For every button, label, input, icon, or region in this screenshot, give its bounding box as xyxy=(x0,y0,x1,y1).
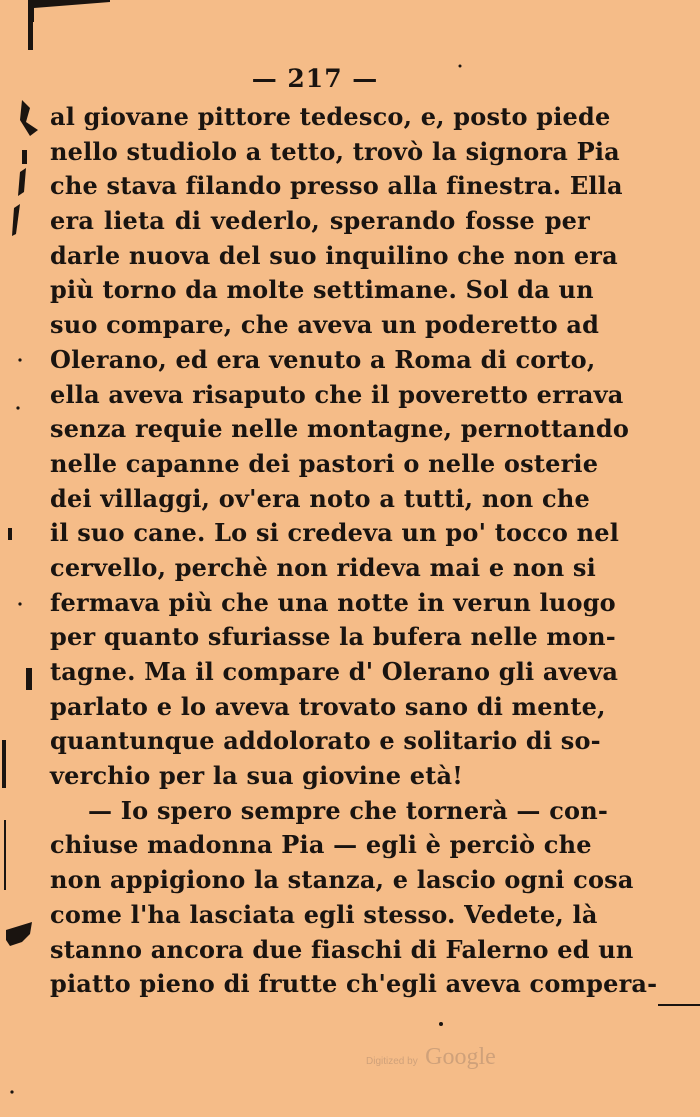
text-line: era lieta di vederlo, sperando fosse per xyxy=(50,206,590,236)
text-line: suo compare, che aveva un poderetto ad xyxy=(50,310,600,340)
page-body xyxy=(50,100,658,1002)
text-line: che stava filando presso alla finestra. Ella xyxy=(50,171,623,201)
text-line: stanno ancora due fiaschi di Falerno ed un xyxy=(50,934,634,964)
text-line: nelle capanne dei pastori o nelle osterie xyxy=(50,448,599,478)
google-logo: Google xyxy=(425,1044,496,1070)
text-line: quantunque addolorato e solitario di so- xyxy=(50,726,601,756)
text-line: non appigiono la stanza, e lascio ogni cosa xyxy=(50,865,634,895)
text-line: Olerano, ed era venuto a Roma di corto, xyxy=(50,344,596,374)
text-line: — Io spero sempre che tornerà — con- xyxy=(88,795,609,825)
text-line: il suo cane. Lo si credeva un po' tocco nel xyxy=(50,518,620,548)
text-line: nello studiolo a tetto, trovò la signora Pia xyxy=(50,136,620,166)
text-line: senza requie nelle montagne, pernottando xyxy=(50,414,630,444)
text-line: tagne. Ma il compare d' Olerano gli aveva xyxy=(50,657,619,686)
watermark-prefix: Digitized by xyxy=(366,1056,418,1067)
text-line: verchio per la sua giovine età! xyxy=(50,761,464,791)
text-line: fermava più che una notte in verun luogo xyxy=(50,587,616,617)
text-line: al giovane pittore tedesco, e, posto piede xyxy=(50,102,611,131)
text-line: cervello, perchè non rideva mai e non si xyxy=(50,552,596,582)
digitized-watermark xyxy=(366,1044,496,1071)
text-line: come l'ha lasciata egli stesso. Vedete, là xyxy=(50,899,598,929)
text-line: parlato e lo aveva trovato sano di mente, xyxy=(50,691,606,721)
page-number: — 217 — xyxy=(251,64,379,93)
text-line: chiuse madonna Pia — egli è perciò che xyxy=(50,830,592,860)
text-line: ella aveva risaputo che il poveretto errava xyxy=(50,379,624,409)
text-line: dei villaggi, ov'era noto a tutti, non che xyxy=(50,483,590,513)
text-line: piatto pieno di frutte ch'egli aveva compera- xyxy=(50,969,658,999)
text-line: darle nuova del suo inquilino che non era xyxy=(50,240,618,270)
text-line: per quanto sfuriasse la bufera nelle mon- xyxy=(50,622,616,652)
text-line: più torno da molte settimane. Sol da un xyxy=(50,275,594,305)
